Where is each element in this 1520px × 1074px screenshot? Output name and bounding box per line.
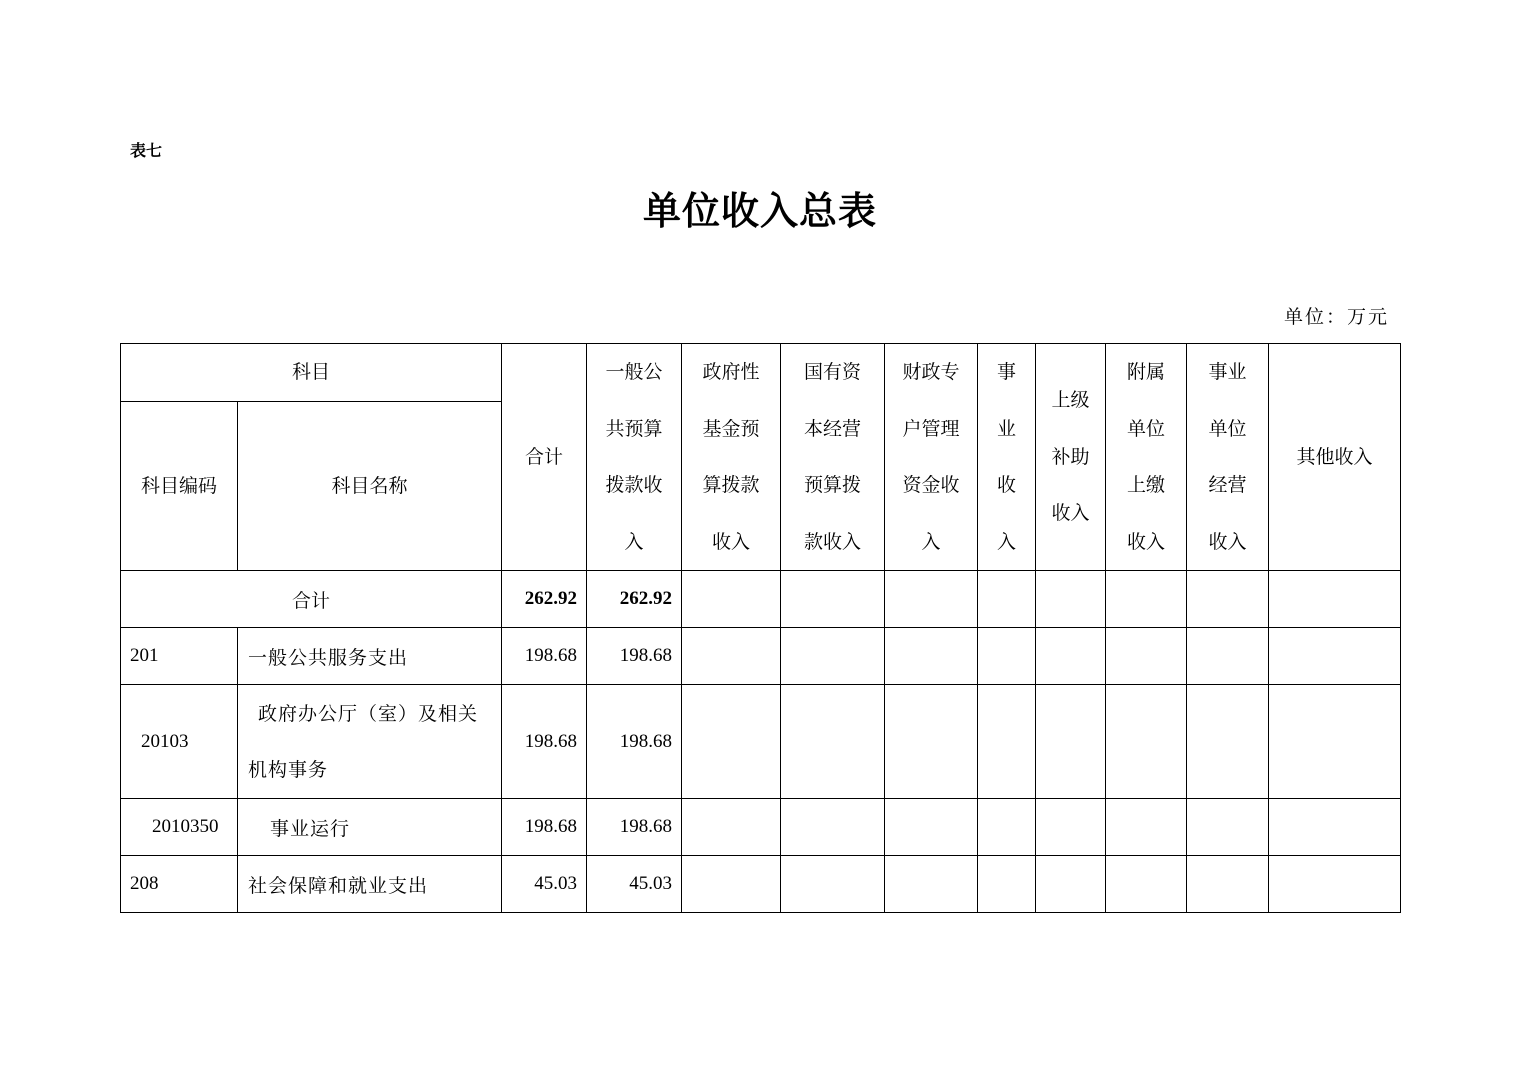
empty-cell bbox=[978, 571, 1036, 628]
header-business-income-text: 事业收入 bbox=[997, 361, 1017, 553]
row-name: 一般公共服务支出 bbox=[238, 628, 502, 685]
header-general-budget bbox=[587, 344, 682, 571]
empty-cell bbox=[1106, 856, 1187, 913]
header-affiliated-remit bbox=[1106, 344, 1187, 571]
empty-cell bbox=[885, 856, 978, 913]
table-row bbox=[121, 799, 1401, 856]
row-total: 45.03 bbox=[502, 856, 587, 913]
empty-cell bbox=[1036, 628, 1106, 685]
header-total: 合计 bbox=[502, 344, 587, 571]
empty-cell bbox=[781, 628, 885, 685]
empty-cell bbox=[1106, 685, 1187, 799]
header-business-income bbox=[978, 344, 1036, 571]
header-general-budget-text: 一般公共预算拨款收入 bbox=[605, 361, 663, 553]
header-affiliated-remit-text: 附属单位上缴收入 bbox=[1127, 361, 1166, 553]
empty-cell bbox=[1187, 628, 1269, 685]
header-state-capital-text: 国有资本经营预算拨款收入 bbox=[804, 361, 862, 553]
header-fiscal-special bbox=[885, 344, 978, 571]
header-gov-fund-text: 政府性基金预算拨款收入 bbox=[702, 361, 760, 553]
row-code: 20103 bbox=[121, 685, 238, 799]
empty-cell bbox=[978, 628, 1036, 685]
row-total: 198.68 bbox=[502, 799, 587, 856]
unit-note: 单位：万元 bbox=[1283, 306, 1389, 328]
row-name: 事业运行 bbox=[238, 799, 502, 856]
empty-cell bbox=[1036, 685, 1106, 799]
row-general-budget: 198.68 bbox=[587, 628, 682, 685]
empty-cell bbox=[781, 799, 885, 856]
total-row-general-budget: 262.92 bbox=[587, 571, 682, 628]
header-subject-name: 科目名称 bbox=[238, 402, 502, 571]
table-row bbox=[121, 628, 1401, 685]
empty-cell bbox=[682, 571, 781, 628]
row-total: 198.68 bbox=[502, 628, 587, 685]
row-code: 201 bbox=[121, 628, 238, 685]
empty-cell bbox=[978, 799, 1036, 856]
row-total: 198.68 bbox=[502, 685, 587, 799]
empty-cell bbox=[682, 856, 781, 913]
row-name: 社会保障和就业支出 bbox=[238, 856, 502, 913]
header-state-capital bbox=[781, 344, 885, 571]
empty-cell bbox=[1187, 571, 1269, 628]
empty-cell bbox=[682, 685, 781, 799]
header-other-income: 其他收入 bbox=[1269, 344, 1401, 571]
empty-cell bbox=[1187, 799, 1269, 856]
empty-cell bbox=[1106, 571, 1187, 628]
empty-cell bbox=[1106, 799, 1187, 856]
header-row-1 bbox=[121, 344, 1401, 402]
empty-cell bbox=[1187, 685, 1269, 799]
row-general-budget: 198.68 bbox=[587, 685, 682, 799]
header-subject-code: 科目编码 bbox=[121, 402, 238, 571]
header-business-operating bbox=[1187, 344, 1269, 571]
empty-cell bbox=[1269, 628, 1401, 685]
empty-cell bbox=[885, 628, 978, 685]
empty-cell bbox=[1269, 685, 1401, 799]
header-superior-subsidy-text: 上级补助收入 bbox=[1051, 389, 1090, 525]
table-number-label: 表七 bbox=[130, 141, 163, 160]
empty-cell bbox=[978, 856, 1036, 913]
empty-cell bbox=[682, 628, 781, 685]
empty-cell bbox=[978, 685, 1036, 799]
empty-cell bbox=[1106, 628, 1187, 685]
empty-cell bbox=[781, 571, 885, 628]
table-row bbox=[121, 856, 1401, 913]
empty-cell bbox=[781, 685, 885, 799]
row-name: 政府办公厅（室）及相关机构事务 bbox=[238, 685, 502, 799]
header-subject: 科目 bbox=[121, 344, 502, 402]
page-title: 单位收入总表 bbox=[642, 188, 877, 233]
header-superior-subsidy bbox=[1036, 344, 1106, 571]
row-general-budget: 45.03 bbox=[587, 856, 682, 913]
table-row bbox=[121, 685, 1401, 799]
row-code: 208 bbox=[121, 856, 238, 913]
total-row-total: 262.92 bbox=[502, 571, 587, 628]
empty-cell bbox=[1269, 799, 1401, 856]
empty-cell bbox=[1036, 856, 1106, 913]
header-gov-fund bbox=[682, 344, 781, 571]
empty-cell bbox=[1269, 856, 1401, 913]
income-summary-table bbox=[120, 343, 1401, 913]
empty-cell bbox=[885, 685, 978, 799]
empty-cell bbox=[1036, 571, 1106, 628]
empty-cell bbox=[1269, 571, 1401, 628]
empty-cell bbox=[885, 799, 978, 856]
empty-cell bbox=[1187, 856, 1269, 913]
row-general-budget: 198.68 bbox=[587, 799, 682, 856]
row-code: 2010350 bbox=[121, 799, 238, 856]
total-row bbox=[121, 571, 1401, 628]
empty-cell bbox=[682, 799, 781, 856]
empty-cell bbox=[885, 571, 978, 628]
header-business-operating-text: 事业单位经营收入 bbox=[1208, 361, 1247, 553]
empty-cell bbox=[781, 856, 885, 913]
total-row-label: 合计 bbox=[121, 571, 502, 628]
header-fiscal-special-text: 财政专户管理资金收入 bbox=[902, 361, 960, 553]
empty-cell bbox=[1036, 799, 1106, 856]
